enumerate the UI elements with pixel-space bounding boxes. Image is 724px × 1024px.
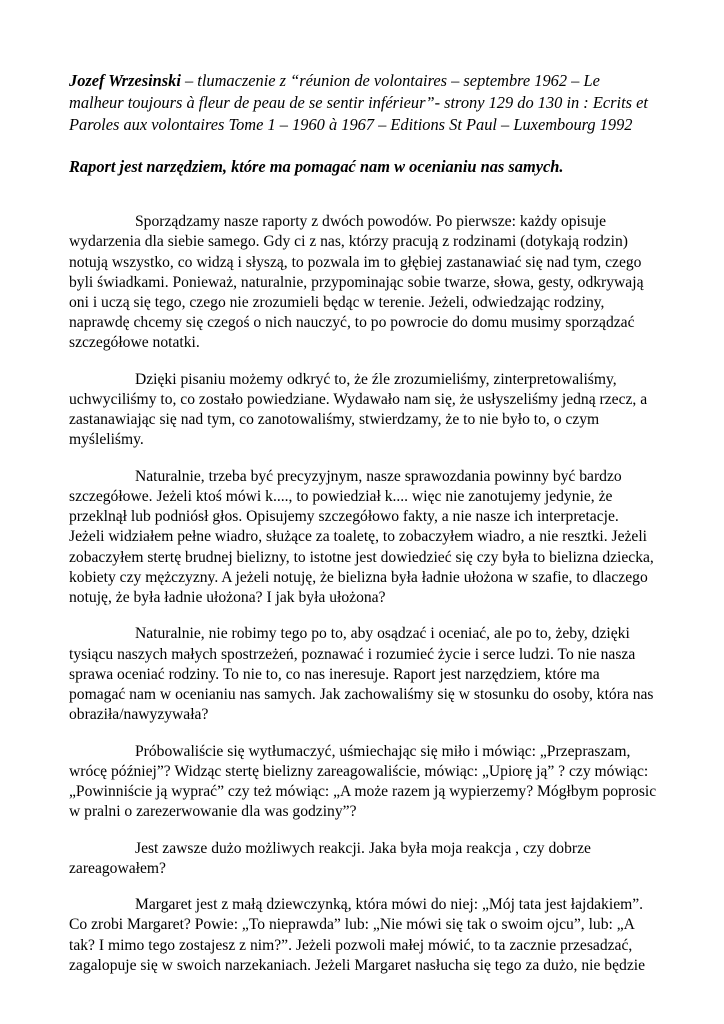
- document-body: [69, 212, 657, 976]
- header-source: – tlumaczenie z “réunion de volontaires – septembre 1962 – Le malheur toujours à fleur de peau de se sentir inférieur”- strony 129 do 130 in : Ecrits et Paroles aux volontaires Tome 1 – 1960 à 1967 – Editions St Paul – Luxembourg 1992: [69, 71, 648, 134]
- paragraph: Margaret jest z małą dziewczynką, która mówi do niej: „Mój tata jest łajdakiem”. Co zrobi Margaret? Powie: „To nieprawda” lub: „Nie mówi się tak o swoim ojcu”, lub: „A tak? I mimo tego zostajesz z nim?”. Jeżeli pozwoli małej mówić, to ta zacznie przesadzać, zagalopuje się w swoich narzekaniach. Jeżeli Margaret nasłucha się tego za dużo, nie będzie: [69, 896, 645, 974]
- paragraph: Jest zawsze dużo możliwych reakcji. Jaka była moja reakcja , czy dobrze zareagowałem?: [69, 839, 591, 877]
- paragraph: Sporządzamy nasze raporty z dwóch powodów. Po pierwsze: każdy opisuje wydarzenia dla siebie samego. Gdy ci z nas, którzy pracują z rodzinami (dotykają rodzin) notują wszystko, co widzą i słyszą, to pozwala im to głębiej zastanawiać się nad tym, czego byli świadkami. Ponieważ, naturalnie, przypominając sobie twarze, słowa, gesty, odkrywają oni i uczą się tego, czego nie zrozumieli będąc w terenie. Jeżeli, odwiedzając rodziny, naprawdę chcemy się czegoś o nich nauczyć, to po powrocie do domu musimy sporządzać szczegółowe notatki.: [69, 213, 644, 352]
- document-subtitle: Raport jest narzędziem, które ma pomagać nam w ocenianiu nas samych.: [69, 157, 564, 177]
- header-author: Jozef Wrzesinski: [69, 71, 181, 90]
- paragraph: Dzięki pisaniu możemy odkryć to, że źle zrozumieliśmy, zinterpretowaliśmy, uchwyciliśmy to, co zostało powiedziane. Wydawało nam się, że usłyszeliśmy jedną rzecz, a zastanawiając się nad tym, co zanotowaliśmy, stwierdzamy, że to nie było to, o czym myśleliśmy.: [69, 370, 648, 449]
- paragraph: Naturalnie, trzeba być precyzyjnym, nasze sprawozdania powinny być bardzo szczegółowe. Jeżeli ktoś mówi k...., to powiedział k.... więc nie zanotujemy jedynie, że przeklnął lub podniósł głos. Opisujemy szczegółowo fakty, a nie nasze ich interpretacje. Jeżeli widziałem pełne wiadro, służące za toaletę, to zobaczyłem wiadro, a nie resztki. Jeżeli zobaczyłem stertę brudnej bielizny, to istotne jest dowiedzieć się czy była to bielizna dziecka, kobiety czy mężczyzny. A jeżeli notuję, że bielizna była ładnie ułożona w szafie, to dlaczego notuję, że była ładnie ułożona? I jak była ułożona?: [69, 467, 654, 607]
- document-page: [69, 70, 657, 992]
- document-header: [69, 70, 657, 135]
- paragraph: Naturalnie, nie robimy tego po to, aby osądzać i oceniać, ale po to, żeby, dzięki tysiącu naszych małych spostrzeżeń, poznawać i rozumieć życie i serce ludzi. To nie nasza sprawa oceniać rodziny. To nie to, co nas ineresuje. Raport jest narzędziem, które ma pomagać nam w ocenianiu nas samych. Jak zachowaliśmy się w stosunku do osoby, która nas obraziła/nawyzywała?: [69, 625, 654, 724]
- paragraph: Próbowaliście się wytłumaczyć, uśmiechając się miło i mówiąc: „Przepraszam, wrócę później”? Widząc stertę bielizny zareagowaliście, mówiąc: „Upiorę ją” ? czy mówiąc: „Powinniście ją wyprać” czy też mówiąc: „A może razem ją wypierzemy? Mógłbym poprosic w pralni o zarezerwowanie dla was godziny”?: [69, 742, 657, 821]
